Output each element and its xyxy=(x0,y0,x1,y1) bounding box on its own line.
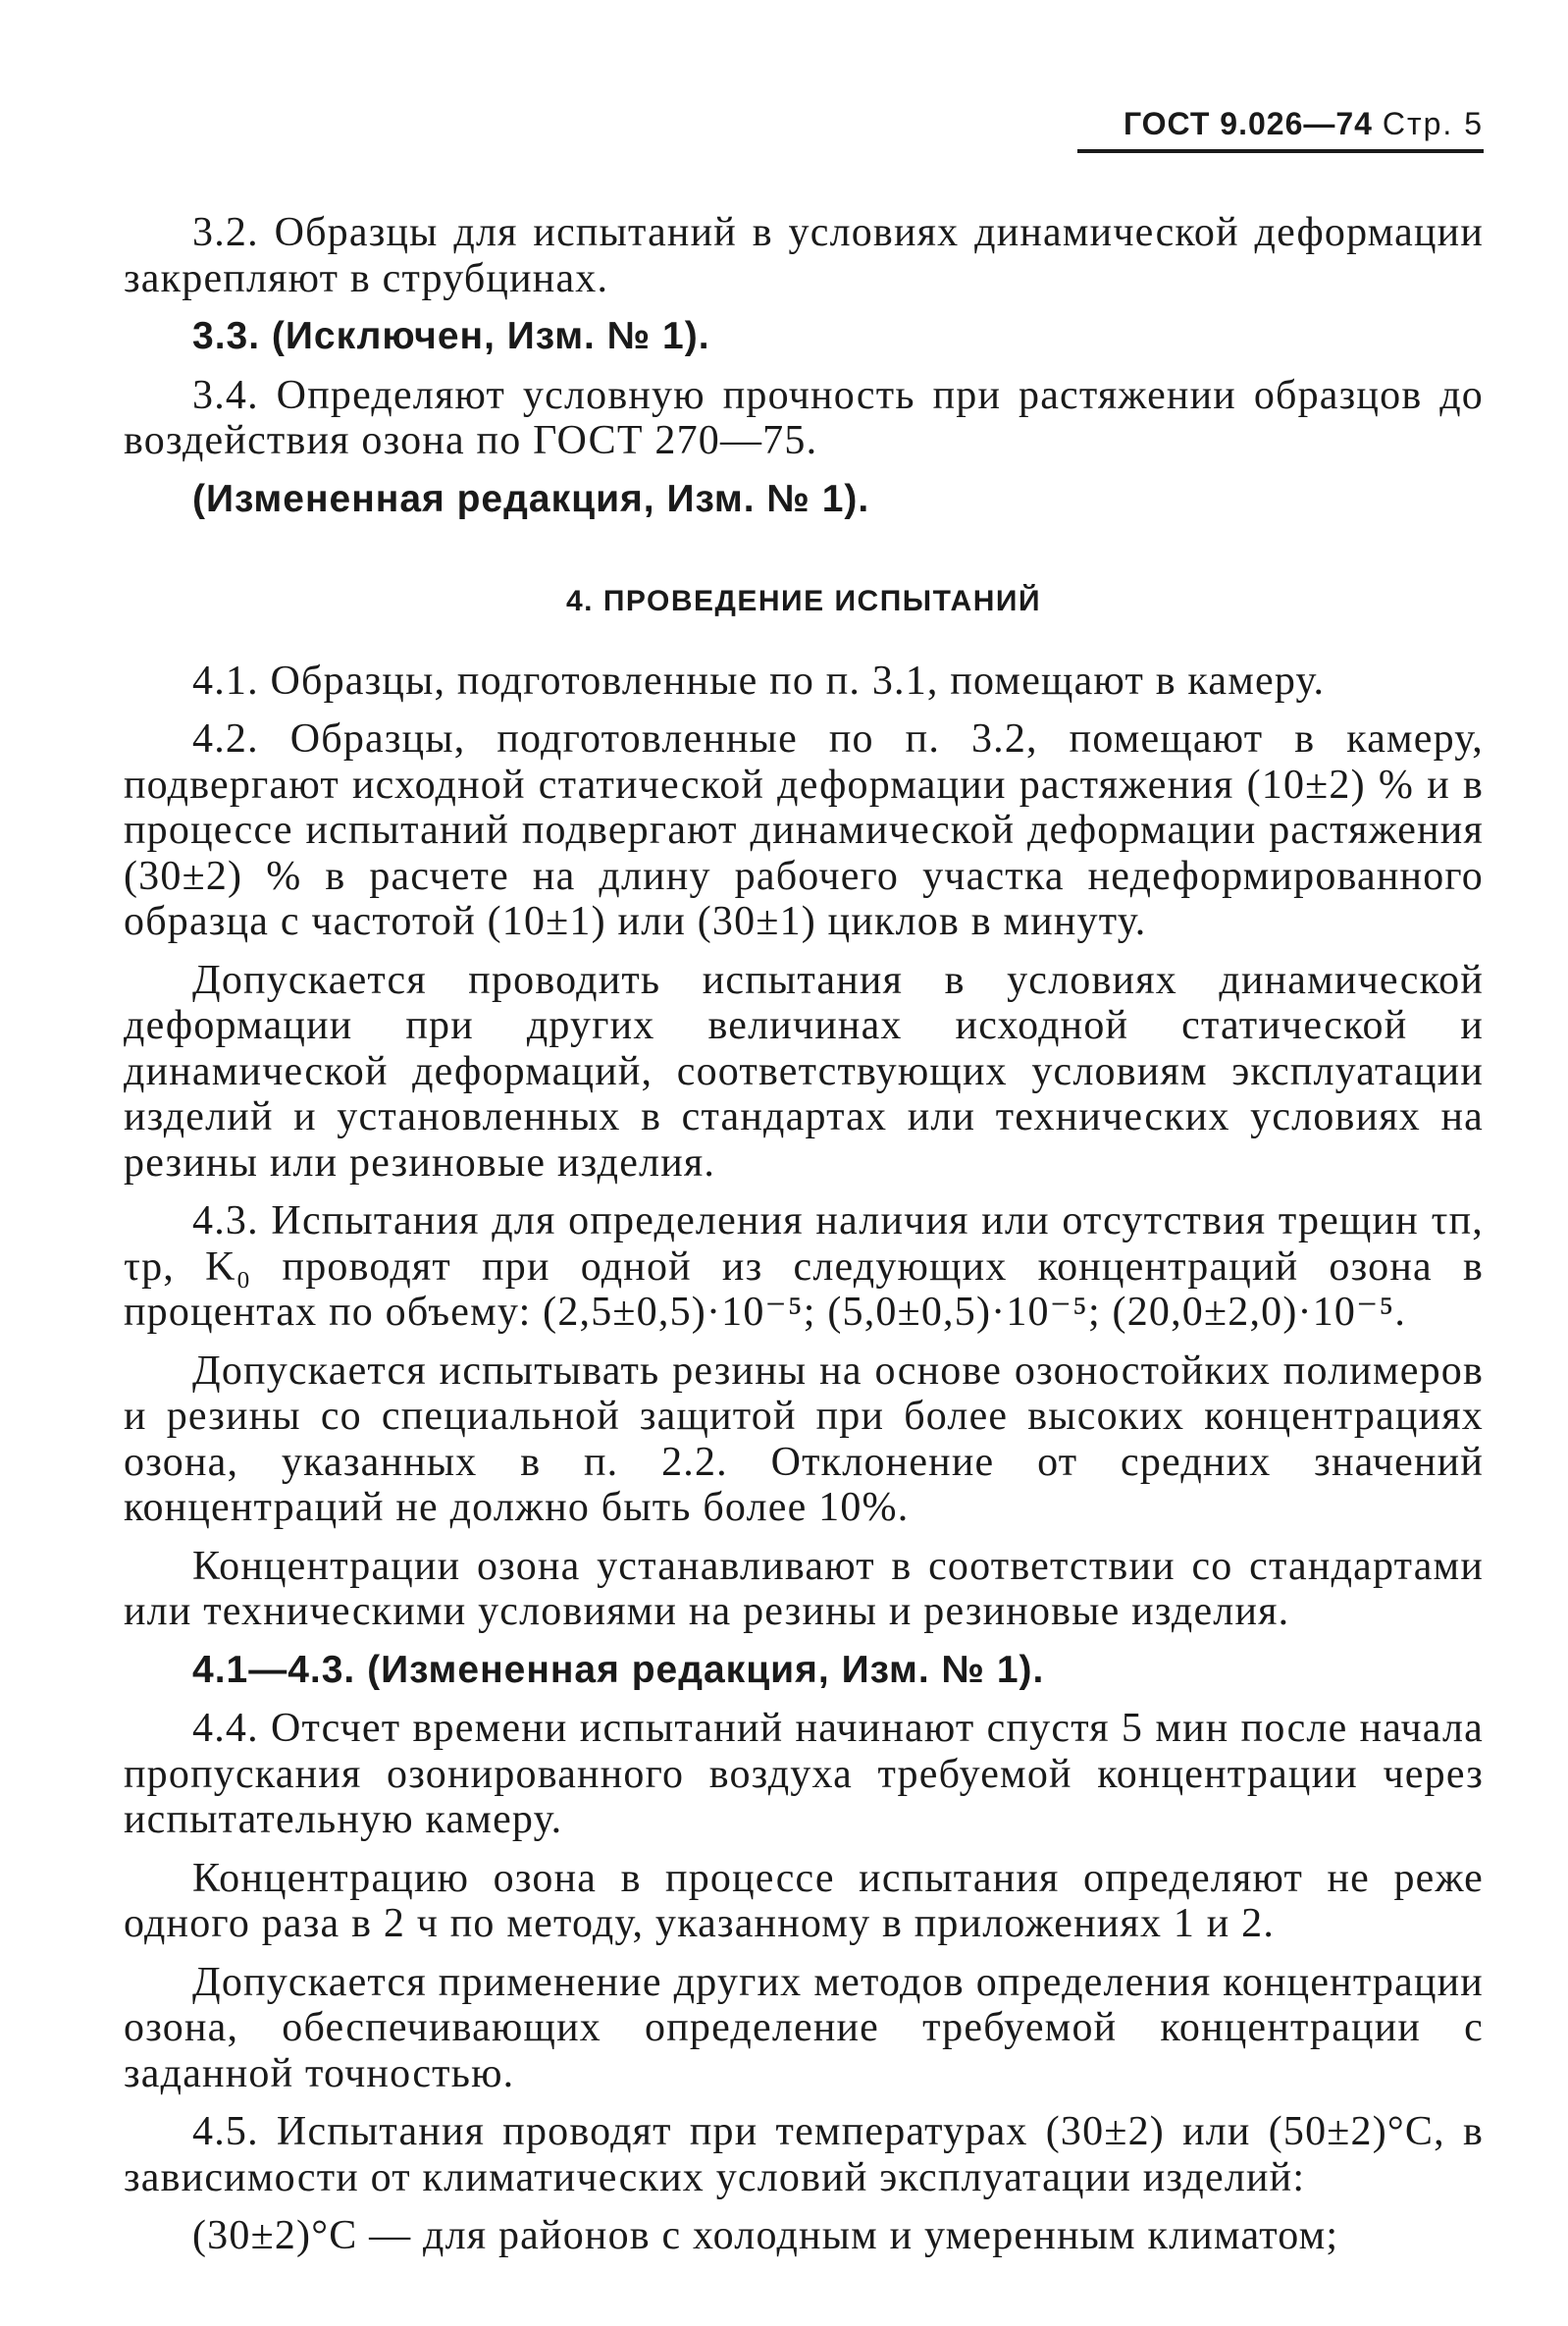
paragraph-text: Допускается испытывать резины на основе озоностойких полимеров и резины со специальной защитой при более высоких концентрациях озона, указанных в п. 2.2. Отклонение от средних значений концентраций не должно быть более 10%. xyxy=(124,1348,1484,1530)
page-header xyxy=(1124,106,1484,142)
paragraph-text: Концентрации озона устанавливают в соответствии со стандартами или техническими условиями на резины и резиновые изделия. xyxy=(124,1543,1484,1634)
paragraph-text: Допускается проводить испытания в условиях динамической деформации при других величинах исходной статической и динамической деформаций, соответствующих условиям эксплуатации изделий и установленных в стандартах или технических условиях на резины или резиновые изделия. xyxy=(124,957,1484,1186)
section-heading: 4. ПРОВЕДЕНИЕ ИСПЫТАНИЙ xyxy=(565,585,1042,617)
paragraph-text: Концентрацию озона в процессе испытания определяют не реже одного раза в 2 ч по методу, указанному в приложениях 1 и 2. xyxy=(124,1855,1484,1946)
document-id: ГОСТ 9.026—74 xyxy=(1123,106,1373,141)
paragraph-3-3: 3.3. (Исключен, Изм. № 1). xyxy=(192,315,710,357)
paragraph-3-4: 3.4. Определяют условную прочность при растяжении образцов до воздействия озона по ГОСТ 270—75. xyxy=(124,372,1484,463)
paragraph-4-5: 4.5. Испытания проводят при температурах (30±2) или (50±2)°C, в зависимости от климатических условий эксплуатации изделий: xyxy=(124,2109,1484,2200)
paragraph-4-1: 4.1. Образцы, подготовленные по п. 3.1, помещают в камеру. xyxy=(192,658,1326,704)
document-body xyxy=(124,210,1484,2272)
paragraph-text: Допускается применение других методов определения концентрации озона, обеспечивающих определение требуемой концентрации с заданной точностью. xyxy=(124,1959,1484,2096)
paragraph-4-2: 4.2. Образцы, подготовленные по п. 3.2, помещают в камеру, подвергают исходной статической деформации растяжения (10±2) % и в процессе испытаний подвергают динамической деформации растяжения (30±2) % в расчете на длину рабочего участка недеформированного образца с частотой (10±1) или (30±1) циклов в минуту. xyxy=(124,716,1484,944)
amendment-note: 4.1—4.3. (Измененная редакция, Изм. № 1). xyxy=(192,1648,1045,1691)
paragraph-3-2: 3.2. Образцы для испытаний в условиях динамической деформации закрепляют в струбцинах. xyxy=(124,210,1484,301)
paragraph-4-4: 4.4. Отсчет времени испытаний начинают спустя 5 мин после начала пропускания озонированного воздуха требуемой концентрации через испытательную камеру. xyxy=(124,1706,1484,1842)
paragraph-4-3: 4.3. Испытания для определения наличия или отсутствия трещин τп, τр, K₀ проводят при одной из следующих концентраций озона в процентах по объему: (2,5±0,5)·10⁻⁵; (5,0±0,5)·10⁻⁵; (20,0±2,0)·10⁻⁵. xyxy=(124,1198,1484,1335)
header-rule xyxy=(1077,149,1484,153)
paragraph-text: (30±2)°C — для районов с холодным и умеренным климатом; xyxy=(192,2213,1339,2258)
page-number: Стр. 5 xyxy=(1382,106,1484,141)
amendment-note: (Измененная редакция, Изм. № 1). xyxy=(192,477,870,520)
